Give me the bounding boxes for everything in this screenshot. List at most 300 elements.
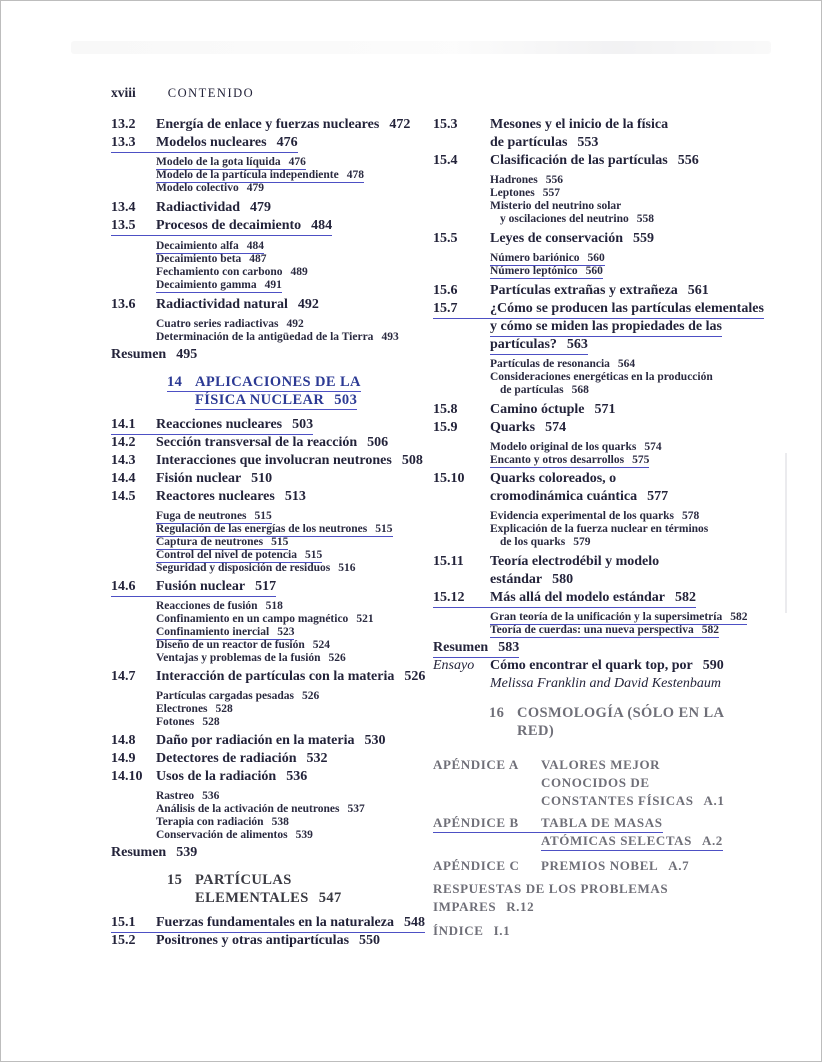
entry-page-number: 560 [585,265,603,277]
entry-line [433,639,519,658]
toc-subsection[interactable] [156,549,446,562]
entry-number: 14.3 [111,453,136,468]
entry-title: Resumen [111,347,167,362]
entry-page-number: 495 [176,347,198,362]
toc-section[interactable] [111,217,446,235]
entry-page-number: 484 [246,240,264,252]
entry-number: 15.3 [433,117,458,132]
page-header [111,85,254,101]
entry-line [490,358,635,371]
entry-title: Teoría electrodébil y modelo [490,554,660,569]
summary-entry[interactable] [433,639,811,657]
entry-page-number: 487 [249,253,267,265]
entry-title: Modelo colectivo [156,182,239,194]
entry-line [156,803,365,816]
entry-title: Procesos de decaimiento [156,218,302,233]
entry-page-number: 513 [284,489,306,504]
entry-title: Energía de enlace y fuerzas nucleares [156,117,380,132]
entry-title: Quarks coloreados, o [490,471,617,486]
chapter-heading [489,704,811,722]
entry-title: Leptones [490,187,535,199]
entry-line [433,152,699,170]
scan-artifact [71,41,771,54]
entry-page-number: 539 [176,845,198,860]
entry-title: Cómo encontrar el quark top, por [490,658,693,673]
entry-title: Partículas cargadas pesadas [156,690,294,702]
entry-page-number: 476 [276,135,298,150]
entry-line [433,116,668,134]
toc-subsection[interactable] [156,240,446,253]
essay-entry [433,657,811,675]
entry-title: Más allá del modelo estándar [490,590,665,605]
entry-line [500,536,590,549]
entry-line [156,562,356,575]
entry-line [433,657,724,675]
toc-subsection[interactable] [156,279,446,292]
toc-subsection [156,331,446,344]
entry-line [433,898,534,916]
entry-line [490,454,649,468]
toc-subsection [490,200,811,213]
entry-title: Melissa Franklin and David Kestenbaum [490,676,721,691]
entry-page-number: 518 [265,600,283,612]
entry-title: CONSTANTES FÍSICAS [541,793,694,808]
entry-number: 14.9 [111,751,136,766]
toc-subsection [490,441,811,454]
entry-line [433,922,510,940]
entry-line [490,675,721,693]
entry-title: Radiactividad [156,200,241,215]
toc-subsection[interactable] [156,510,446,523]
entry-number: Ensayo [433,658,475,673]
entry-title: partículas? [490,337,557,352]
entry-line [156,331,399,344]
entry-page-number: 582 [701,624,719,636]
entry-line [111,434,388,452]
entry-line [111,732,385,750]
entry-title: Camino óctuple [490,402,585,417]
toc-subsection [156,266,446,279]
entry-line [156,639,330,652]
entry-title: Confinamiento en un campo magnético [156,613,349,625]
entry-line [490,134,598,152]
entry-title: Resumen [433,640,489,655]
entry-title: Sección transversal de la reacción [156,435,358,450]
appendix-continuation[interactable] [433,832,811,850]
entry-page-number: 583 [498,640,520,655]
entry-page-number: 539 [295,829,313,841]
toc-subsection[interactable] [490,454,811,467]
spacer [111,409,446,416]
entry-page-number: 532 [306,751,328,766]
entry-line [156,318,304,331]
entry-number: 14.5 [111,489,136,504]
entry-title: Electrones [156,703,208,715]
spacer [111,364,446,373]
entry-title: estándar [490,572,543,587]
entry-page-number: 556 [677,153,699,168]
entry-line [433,756,660,774]
entry-title: Captura de neutrones [156,536,264,548]
toc-subsection[interactable] [490,624,811,637]
entry-line [111,668,425,686]
toc-section [111,488,446,506]
entry-title: y cómo se miden las propiedades de las [490,319,722,334]
entry-number: 14 [167,374,183,390]
entry-line [156,716,220,729]
entry-title: de los quarks [500,536,566,548]
entry-line [433,300,764,319]
entry-title: Encanto y otros desarrollos [490,454,625,466]
entry-title: Análisis de la activación de neutrones [156,803,340,815]
toc-subsection[interactable] [156,523,446,536]
entry-page-number: 526 [404,669,426,684]
entry-title: Regulación de las energías de los neutrones [156,523,368,535]
entry-title: PARTÍCULAS [195,872,292,888]
entry-title: Fotones [156,716,195,728]
entry-line [541,792,724,810]
entry-line [156,169,364,183]
spacer [433,850,811,857]
toc-subsection[interactable] [156,169,446,182]
entry-title: Seguridad y disposición de residuos [156,562,331,574]
entry-line [156,253,267,266]
entry-number: 13.6 [111,297,136,312]
entry-page-number: 492 [297,297,319,312]
entry-page-number: 491 [264,279,282,291]
entry-page-number: 515 [271,536,289,548]
entry-page-number: 582 [730,611,748,623]
entry-title: Fusión nuclear [156,579,246,594]
toc-section [111,296,446,314]
appendix-entry [433,880,811,898]
entry-line [111,844,197,862]
toc-section [111,434,446,452]
entry-number: 15.5 [433,231,458,246]
entry-number: 15.4 [433,153,458,168]
toc-subsection-continuation [490,384,811,397]
toc-section [433,553,811,571]
entry-page-number: A.2 [701,833,723,848]
toc-subsection[interactable] [490,611,811,624]
entry-number: 16 [489,705,505,721]
entry-line [490,624,719,638]
entry-line [490,200,621,213]
entry-line [490,336,588,355]
toc-subsection [490,174,811,187]
entry-line [490,441,662,454]
toc-subsection[interactable] [156,626,446,639]
toc-subsection [156,716,446,729]
appendix-continuation [433,774,811,792]
entry-title: Modelo original de los quarks [490,441,637,453]
entry-line [490,510,699,523]
entry-page-number: R.12 [506,899,535,914]
entry-title: de partículas [490,135,568,150]
entry-page-number: 493 [381,331,399,343]
entry-page-number: 516 [338,562,356,574]
entry-line [156,266,308,279]
entry-page-number: 574 [545,420,567,435]
entry-line [156,690,319,703]
entry-page-number: 528 [215,703,233,715]
entry-line [433,553,659,571]
toc-subsection [156,690,446,703]
entry-line [195,889,342,907]
entry-line [490,571,573,589]
entry-page-number: A.7 [668,858,690,873]
entry-number: 15.1 [111,915,136,930]
toc-subsection [156,829,446,842]
toc-section[interactable] [111,578,446,596]
toc-subsection [156,253,446,266]
appendix-entry [433,756,811,774]
toc-section [433,152,811,170]
entry-line [111,750,327,768]
entry-title: Fechamiento con carbono [156,266,283,278]
chapter-heading [167,871,446,889]
toc-section-continuation [433,488,811,506]
entry-line [156,523,393,537]
entry-page-number: 590 [702,658,724,673]
entry-page-number: 530 [364,733,386,748]
entry-title: Detectores de radiación [156,751,297,766]
entry-page-number: 536 [286,769,308,784]
entry-line [167,871,292,889]
entry-page-number: 536 [202,790,220,802]
entry-line [433,419,566,437]
entry-line [433,282,709,300]
entry-title: Reacciones nucleares [156,417,283,432]
entry-page-number: 537 [347,803,365,815]
toc-section[interactable] [433,589,811,607]
toc-subsection [490,510,811,523]
entry-page-number: 561 [687,283,709,298]
entry-page-number: 547 [318,890,342,906]
entry-title: Conservación de alimentos [156,829,288,841]
entry-title: Fisión nuclear [156,471,242,486]
toc-section[interactable] [433,300,811,318]
chapter-heading-continuation [489,722,811,740]
toc-section [111,452,446,470]
entry-page-number: 515 [304,549,323,561]
entry-line [156,816,289,829]
entry-line [490,488,668,506]
toc-section [111,750,446,768]
entry-title: VALORES MEJOR [541,757,661,772]
entry-line [111,346,197,364]
entry-line [111,578,276,597]
entry-line [156,829,313,842]
entry-page-number: 556 [545,174,563,186]
toc-section-continuation[interactable] [433,336,811,354]
toc-section [111,668,446,686]
entry-title: Cuatro series radiactivas [156,318,279,330]
entry-page-number: 538 [271,816,289,828]
entry-line [156,613,374,626]
entry-page-number: 557 [542,187,560,199]
appendix-continuation [433,792,811,810]
entry-page-number: 476 [288,156,306,168]
entry-title: Diseño de un reactor de fusión [156,639,305,651]
toc-subsection [156,318,446,331]
entry-title: y oscilaciones del neutrino [500,213,629,225]
entry-line [433,230,654,248]
entry-page-number: 515 [254,510,272,522]
entry-line [490,611,747,625]
entry-number: 14.6 [111,579,136,594]
entry-line [111,452,423,470]
entry-title: Consideraciones energéticas en la producción [490,371,713,383]
entry-page-number: 579 [573,536,591,548]
entry-title: Número bariónico [490,252,580,264]
toc-subsection[interactable] [156,536,446,549]
toc-subsection [156,816,446,829]
chapter-heading-continuation[interactable] [167,391,446,409]
entry-page-number: 564 [617,358,636,370]
entry-page-number: 560 [587,252,605,264]
entry-title: de partículas [500,384,564,396]
entry-title: COSMOLOGÍA (SÓLO EN LA [517,705,725,721]
entry-title: Modelo de la gota líquida [156,156,281,168]
entry-number: 14.10 [111,769,143,784]
entry-line [490,265,603,279]
summary-entry [111,844,446,862]
entry-title: TABLA DE MASAS [541,815,663,830]
entry-line [156,626,294,640]
toc-section-continuation [433,571,811,589]
entry-page-number: 517 [255,579,277,594]
toc-section[interactable] [111,416,446,434]
page-title: CONTENIDO [167,86,255,100]
entry-line [156,549,322,563]
toc-subsection-continuation [490,213,811,226]
entry-line [433,880,668,898]
entry-number: 14.7 [111,669,136,684]
entry-page-number: 508 [401,453,423,468]
entry-title: CONOCIDOS DE [541,775,650,790]
entry-page-number: 568 [571,384,589,396]
entry-line [541,774,650,792]
toc-subsection [156,600,446,613]
entry-line [541,832,723,851]
toc-section[interactable] [111,134,446,152]
entry-line [433,401,616,419]
entry-page-number: I.1 [493,923,511,938]
toc-subsection-continuation [490,536,811,549]
entry-title: Control del nivel de potencia [156,549,297,561]
entry-title: Reacciones de fusión [156,600,258,612]
chapter-heading[interactable] [167,373,446,391]
toc-section-continuation [433,134,811,152]
entry-line [156,536,288,550]
entry-title: Misterio del neutrino solar [490,200,622,212]
entry-number: 15.8 [433,402,458,417]
toc-subsection [156,803,446,816]
toc-section [111,470,446,488]
toc-section [111,768,446,786]
entry-title: Positrones y otras antipartículas [156,933,350,948]
entry-title: Fuga de neutrones [156,510,247,522]
entry-title: Decaimiento alfa [156,240,239,252]
entry-page-number: 582 [675,590,696,605]
entry-line [433,589,696,608]
entry-title: Modelo de la partícula independiente [156,169,339,181]
entry-line [167,373,361,392]
entry-title: Daño por radiación en la materia [156,733,355,748]
spacer [111,862,446,871]
entry-line [111,134,298,153]
summary-entry [111,346,446,364]
entry-title: FÍSICA NUCLEAR [195,392,325,408]
entry-title: RED) [517,723,555,739]
toc-section-continuation[interactable] [433,318,811,336]
toc-section [111,932,446,950]
entry-title: PREMIOS NOBEL [541,858,659,873]
toc-section [433,282,811,300]
spacer [111,907,446,914]
toc-section[interactable] [111,914,446,932]
entry-line [156,652,346,665]
entry-number: 13.2 [111,117,136,132]
entry-number: 14.4 [111,471,136,486]
toc-column-left [111,116,446,950]
toc-section [433,470,811,488]
entry-page-number: 492 [286,318,304,330]
toc-subsection [156,613,446,626]
entry-line [490,371,713,384]
entry-line [111,199,271,217]
entry-page-number: 577 [647,489,669,504]
entry-line [156,240,264,254]
entry-line [433,470,616,488]
entry-line [517,722,554,740]
entry-number: 13.3 [111,135,136,150]
entry-title: APLICACIONES DE LA [195,374,361,390]
entry-title: Explicación de la fuerza nuclear en términos [490,523,709,535]
entry-page-number: 484 [311,218,333,233]
toc-subsection [156,790,446,803]
entry-number: 13.4 [111,200,136,215]
entry-title: Decaimiento beta [156,253,242,265]
entry-number: 15.6 [433,283,458,298]
entry-title: ÍNDICE [433,923,484,938]
appendix-entry [433,898,811,916]
appendix-entry[interactable] [433,814,811,832]
appendix-entry [433,922,811,940]
toc-section [111,116,446,134]
entry-title: Interacciones que involucran neutrones [156,453,392,468]
entry-page-number: 548 [403,915,425,930]
toc-subsection [490,358,811,371]
entry-page-number: 472 [389,117,411,132]
entry-title: Mesones y el inicio de la física [490,117,669,132]
entry-page-number: 553 [577,135,599,150]
entry-page-number: 510 [251,471,273,486]
entry-page-number: 575 [632,454,650,466]
entry-number: 15 [167,872,183,888]
entry-title: Hadrones [490,174,538,186]
entry-title: Evidencia experimental de los quarks [490,510,675,522]
toc-subsection[interactable] [490,265,811,278]
entry-title: Reactores nucleares [156,489,275,504]
entry-line [111,768,307,786]
entry-page-number: 523 [277,626,295,638]
entry-line [111,217,332,236]
toc-subsection[interactable] [490,252,811,265]
toc-subsection[interactable] [156,156,446,169]
entry-page-number: 479 [250,200,272,215]
